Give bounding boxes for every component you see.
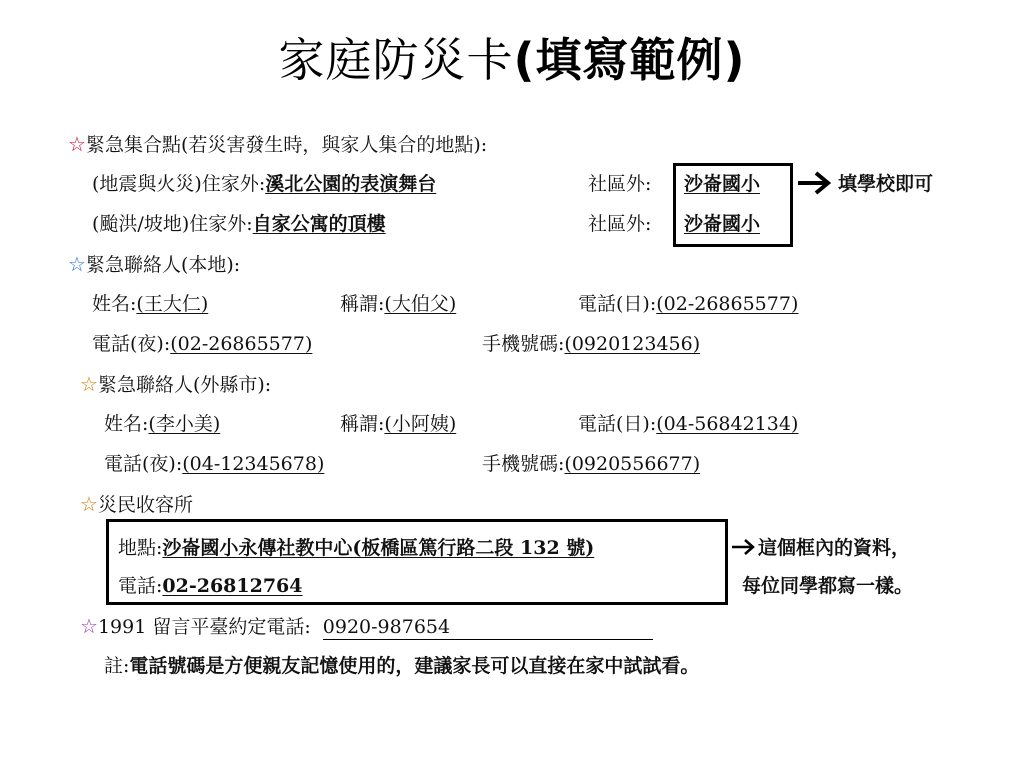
assembly-row-1-outside-label: 社區外: [588,173,652,195]
local-night-phone: 電話(夜):(02-26865577) [92,333,313,355]
assembly-home-quake: 溪北公園的表演舞台 [265,173,437,195]
shelter-phone: 電話:02-26812764 [118,575,303,597]
star-icon: ☆ [68,132,86,156]
star-icon: ☆ [80,614,98,638]
arrow-right-icon [730,536,758,558]
local-mobile: 手機號碼:(0920123456) [482,333,701,355]
remote-contact-heading: 緊急聯絡人(外縣市): [97,374,272,396]
remote-night-phone: 電話(夜):(04-12345678) [104,453,325,475]
message-line-row [80,614,653,640]
assembly-outside-quake: 沙崙國小 [684,173,761,195]
remote-relation: 稱謂:(小阿姨) [340,413,457,435]
shelter-note-line2: 每位同學都寫一樣。 [742,575,914,597]
school-note: 填學校即可 [838,173,934,195]
star-icon: ☆ [68,252,86,276]
page-title: 家庭防災卡(填寫範例) [278,33,746,87]
shelter-heading: 災民收容所 [97,494,193,516]
arrow-right-icon [796,170,836,196]
local-contact-heading: 緊急聯絡人(本地): [85,254,241,276]
assembly-row-2: (颱洪/坡地)住家外:自家公寓的頂樓 [92,212,398,236]
shelter-heading-row [80,492,193,517]
message-line-phone: 0920-987654 [323,615,653,640]
local-contact-heading-row [68,252,240,277]
message-line-label: 1991 留言平臺約定電話: [97,616,311,638]
assembly-home-flood: 自家公寓的頂樓 [252,213,386,235]
star-icon: ☆ [80,372,98,396]
remote-day-phone: 電話(日):(04-56842134) [578,413,799,435]
remote-name: 姓名:(李小美) [104,413,221,435]
footnote: 註:電話號碼是方便親友記憶使用的，建議家長可以直接在家中試試看。 [104,655,700,677]
school-highlight-box [673,163,793,247]
shelter-note-line1: 這個框內的資料， [758,537,911,559]
assembly-outside-flood: 沙崙國小 [684,213,761,235]
star-icon: ☆ [80,492,98,516]
assembly-row-1: (地震與火災)住家外:溪北公園的表演舞台 [92,172,464,196]
local-relation: 稱謂:(大伯父) [340,293,457,315]
local-day-phone: 電話(日):(02-26865577) [578,293,799,315]
local-name: 姓名:(王大仁) [92,293,209,315]
shelter-address: 地點:沙崙國小永傳社教中心(板橋區篤行路二段 132 號) [118,537,595,559]
assembly-row-2-outside-label: 社區外: [588,213,652,235]
assembly-heading-row [68,132,487,157]
remote-contact-heading-row [80,372,271,397]
assembly-heading: 緊急集合點(若災害發生時，與家人集合的地點): [85,134,488,156]
remote-mobile: 手機號碼:(0920556677) [482,453,701,475]
